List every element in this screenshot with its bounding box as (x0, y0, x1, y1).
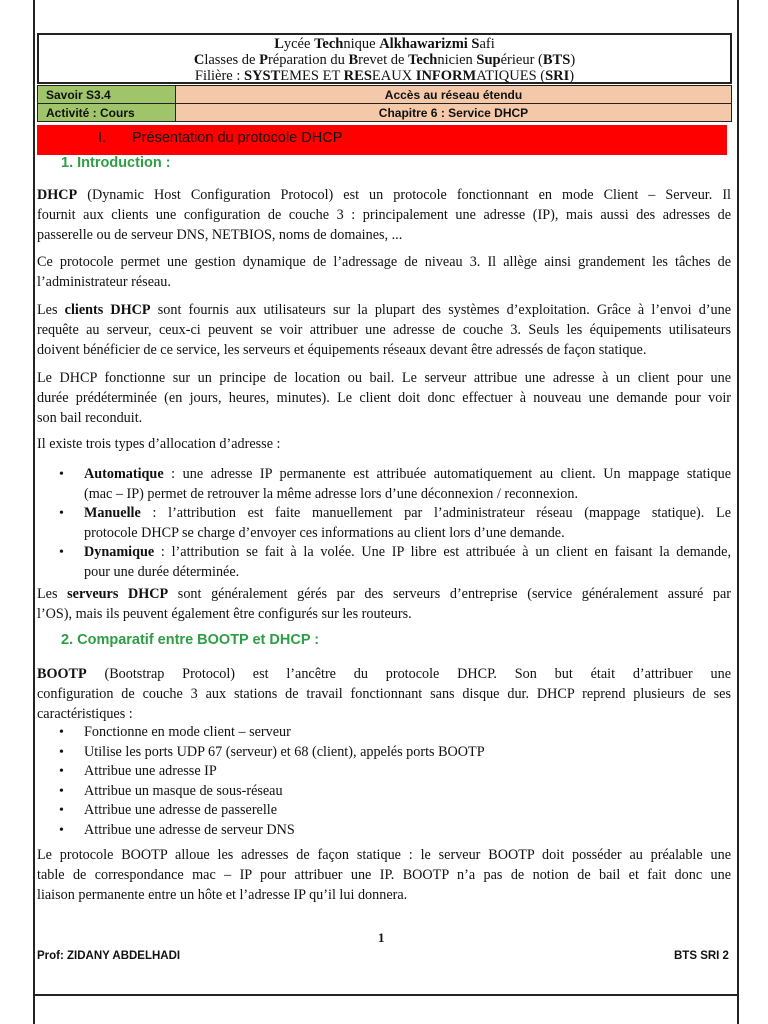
bold-text: INFORM (415, 68, 477, 84)
bold-text: Tech (314, 36, 344, 52)
text-run: érieur ( (500, 52, 543, 68)
text-line: l’administrateur réseau. (37, 274, 171, 290)
bold-text: Manuelle (84, 505, 141, 521)
text-run: nique (343, 36, 380, 52)
text-line (37, 664, 731, 684)
text-run: protocole DHCP se charge d’envoyer ces informations au client lors d’une demande. (84, 524, 565, 541)
school-header (37, 33, 732, 84)
bold-text: Sup (476, 52, 501, 68)
text-run: (Bootstrap Protocol) est l’ancêtre du protocole DHCP. Son but était d’attribuer une (86, 666, 731, 682)
text-line (37, 684, 731, 704)
text-line (37, 340, 731, 360)
paragraph-allocation-intro: Il existe trois types d’allocation d’adresse : (37, 436, 281, 452)
text-run: EAUX (371, 68, 416, 84)
text-line (84, 504, 731, 524)
text-line (84, 485, 731, 505)
right-border-line (737, 0, 739, 1024)
text-run: ) (569, 68, 575, 84)
section-title-bar (37, 125, 727, 155)
allocation-type-item (37, 504, 731, 543)
text-line (37, 704, 731, 724)
text-run: doivent bénéficier de ce service, les serveurs et équipements réseaux devant être adressés de façon statique. (37, 342, 647, 358)
text-line: table de correspondance mac – IP pour attribuer une IP. BOOTP n’a pas de notion de bail et fait donc une (37, 867, 731, 883)
bold-text: serveurs DHCP (67, 586, 169, 602)
bold-text: DHCP (37, 187, 78, 203)
text-run: sont généralement gérés par des serveurs d’entreprise (service généralement assuré par (168, 586, 731, 602)
text-line (84, 465, 731, 485)
bottom-border-line (33, 994, 739, 996)
subsection-bootp-comparison-heading: 2. Comparatif entre BOOTP et DHCP : (61, 632, 320, 648)
text-run: passerelle ou de serveur DNS, NETBIOS, noms de domaines, ... (37, 227, 403, 243)
topic-cell: Accès au réseau étendu (176, 86, 732, 104)
text-run: fournit aux clients une configuration de couche 3 : principalement une adresse (IP), mais aussi des adresses de (37, 207, 731, 223)
text-run: : une adresse IP permanente est attribuée automatiquement au client. Un mappage statique (163, 466, 731, 482)
text-line (37, 584, 731, 604)
text-line (37, 320, 731, 340)
text-run: pour une durée déterminée. (84, 563, 240, 580)
text-run: réparation du (267, 52, 349, 68)
course-info-table (37, 85, 732, 122)
allocation-types-list (37, 465, 731, 582)
text-run: (mac – IP) permet de retrouver la même adresse lors d’une déconnexion / reconnexion. (84, 485, 579, 502)
bold-text: BTS (542, 52, 571, 68)
allocation-type-item (37, 543, 731, 582)
bold-text: RES (343, 68, 372, 84)
text-run: nicien (437, 52, 477, 68)
bootp-feature-item: • Attribue une adresse de serveur DNS (37, 821, 731, 841)
text-line: Ce protocole permet une gestion dynamique de l’adressage de niveau 3. Il allège ainsi grandement les tâches de (37, 254, 731, 270)
text-line (84, 524, 731, 544)
bold-text: Alkhawarizmi S (379, 36, 480, 52)
paragraph-dhcp-definition (37, 185, 731, 245)
page-number: 1 (378, 930, 385, 945)
paragraph-bootp-static (37, 845, 731, 905)
text-line: liaison permanente entre un hôte et l’adresse IP qu’il lui donnera. (37, 887, 408, 903)
paragraph-dhcp-servers (37, 584, 731, 624)
text-run: caractéristiques : (37, 706, 133, 722)
bootp-features-list (37, 723, 731, 840)
text-run: requête au serveur, ceux-ci peuvent se voir attribuer une adresse de couche 3. Seuls les équipements utilisateurs (37, 322, 731, 338)
text-line (84, 543, 731, 563)
text-run: Les (37, 586, 68, 602)
text-run: configuration de couche 3 aux stations de travail fonctionnant sans disque dur. DHCP reprend plusieurs de ses (37, 686, 731, 702)
subsection-introduction-heading: 1. Introduction : (61, 155, 171, 171)
paragraph-dhcp-clients (37, 300, 731, 360)
bold-text: SYST (244, 68, 281, 84)
text-run: afi (479, 36, 495, 52)
bootp-feature-item: • Utilise les ports UDP 67 (serveur) et 68 (client), appelés ports BOOTP (37, 743, 731, 763)
text-line (84, 563, 731, 583)
text-run: : l’attribution est faite manuellement par l’administrateur réseau (mappage statique). Le (140, 505, 731, 521)
paragraph-bootp-intro (37, 664, 731, 724)
bold-text: P (259, 52, 268, 68)
text-run: Filière : (194, 68, 245, 84)
text-line: son bail reconduit. (37, 410, 143, 426)
bold-text: L (274, 36, 284, 52)
header-line-3 (39, 68, 730, 84)
text-run: EMES ET (280, 68, 344, 84)
left-border-line (33, 0, 35, 1024)
text-run: ycée (283, 36, 315, 52)
bootp-feature-item: • Attribue une adresse de passerelle (37, 801, 731, 821)
bold-text: C (193, 52, 205, 68)
text-run: : l’attribution se fait à la volée. Une IP libre est attribuée à un client en faisant la demande, (154, 544, 731, 560)
text-line: Le DHCP fonctionne sur un principe de location ou bail. Le serveur attribue une adresse à un client pour une (37, 370, 731, 386)
footer-class: BTS SRI 2 (674, 950, 729, 962)
text-line (37, 604, 731, 624)
text-run: lasses de (204, 52, 260, 68)
bold-text: Tech (408, 52, 438, 68)
text-run: ) (570, 52, 576, 68)
savoir-cell: Savoir S3.4 (38, 86, 176, 104)
text-line (37, 225, 731, 245)
text-run: ATIQUES ( (476, 68, 546, 84)
bootp-feature-item: • Attribue un masque de sous-réseau (37, 782, 731, 802)
bold-text: BOOTP (37, 666, 87, 682)
footer-teacher: Prof: ZIDANY ABDELHADI (37, 950, 181, 962)
section-number: I. (98, 130, 107, 146)
header-line-1 (39, 36, 730, 52)
text-run: (Dynamic Host Configuration Protocol) est un protocole fonctionnant en mode Client – Serveur. Il (77, 187, 731, 203)
text-line (37, 185, 731, 205)
text-run: Les (37, 302, 65, 318)
bootp-feature-item: • Attribue une adresse IP (37, 762, 731, 782)
bold-text: Dynamique (84, 544, 155, 560)
text-run: l’OS), mais ils peuvent également être configurés sur les routeurs. (37, 606, 412, 622)
allocation-type-item (37, 465, 731, 504)
bold-text: clients DHCP (64, 302, 151, 318)
paragraph-lease-principle (37, 368, 731, 428)
header-line-2 (39, 52, 730, 68)
activity-cell: Activité : Cours (38, 104, 176, 122)
chapter-cell: Chapitre 6 : Service DHCP (176, 104, 732, 122)
paragraph-dynamic-management (37, 252, 731, 292)
bootp-feature-item: • Fonctionne en mode client – serveur (37, 723, 731, 743)
section-title: Présentation du protocole DHCP (132, 130, 343, 146)
text-line (37, 205, 731, 225)
text-line (37, 300, 731, 320)
text-line: Le protocole BOOTP alloue les adresses de façon statique : le serveur BOOTP doit posséder au préalable une (37, 847, 731, 863)
bold-text: B (348, 52, 359, 68)
bold-text: SRI (545, 68, 570, 84)
bold-text: Automatique (84, 466, 164, 482)
text-run: sont fournis aux utilisateurs sur la plupart des systèmes d’exploitation. Grâce à l’envoi d’une (150, 302, 731, 318)
text-line: durée prédéterminée (en jours, heures, minutes). Le client doit donc effectuer à nouveau une demande pour voir (37, 390, 731, 406)
text-run: revet de (358, 52, 409, 68)
